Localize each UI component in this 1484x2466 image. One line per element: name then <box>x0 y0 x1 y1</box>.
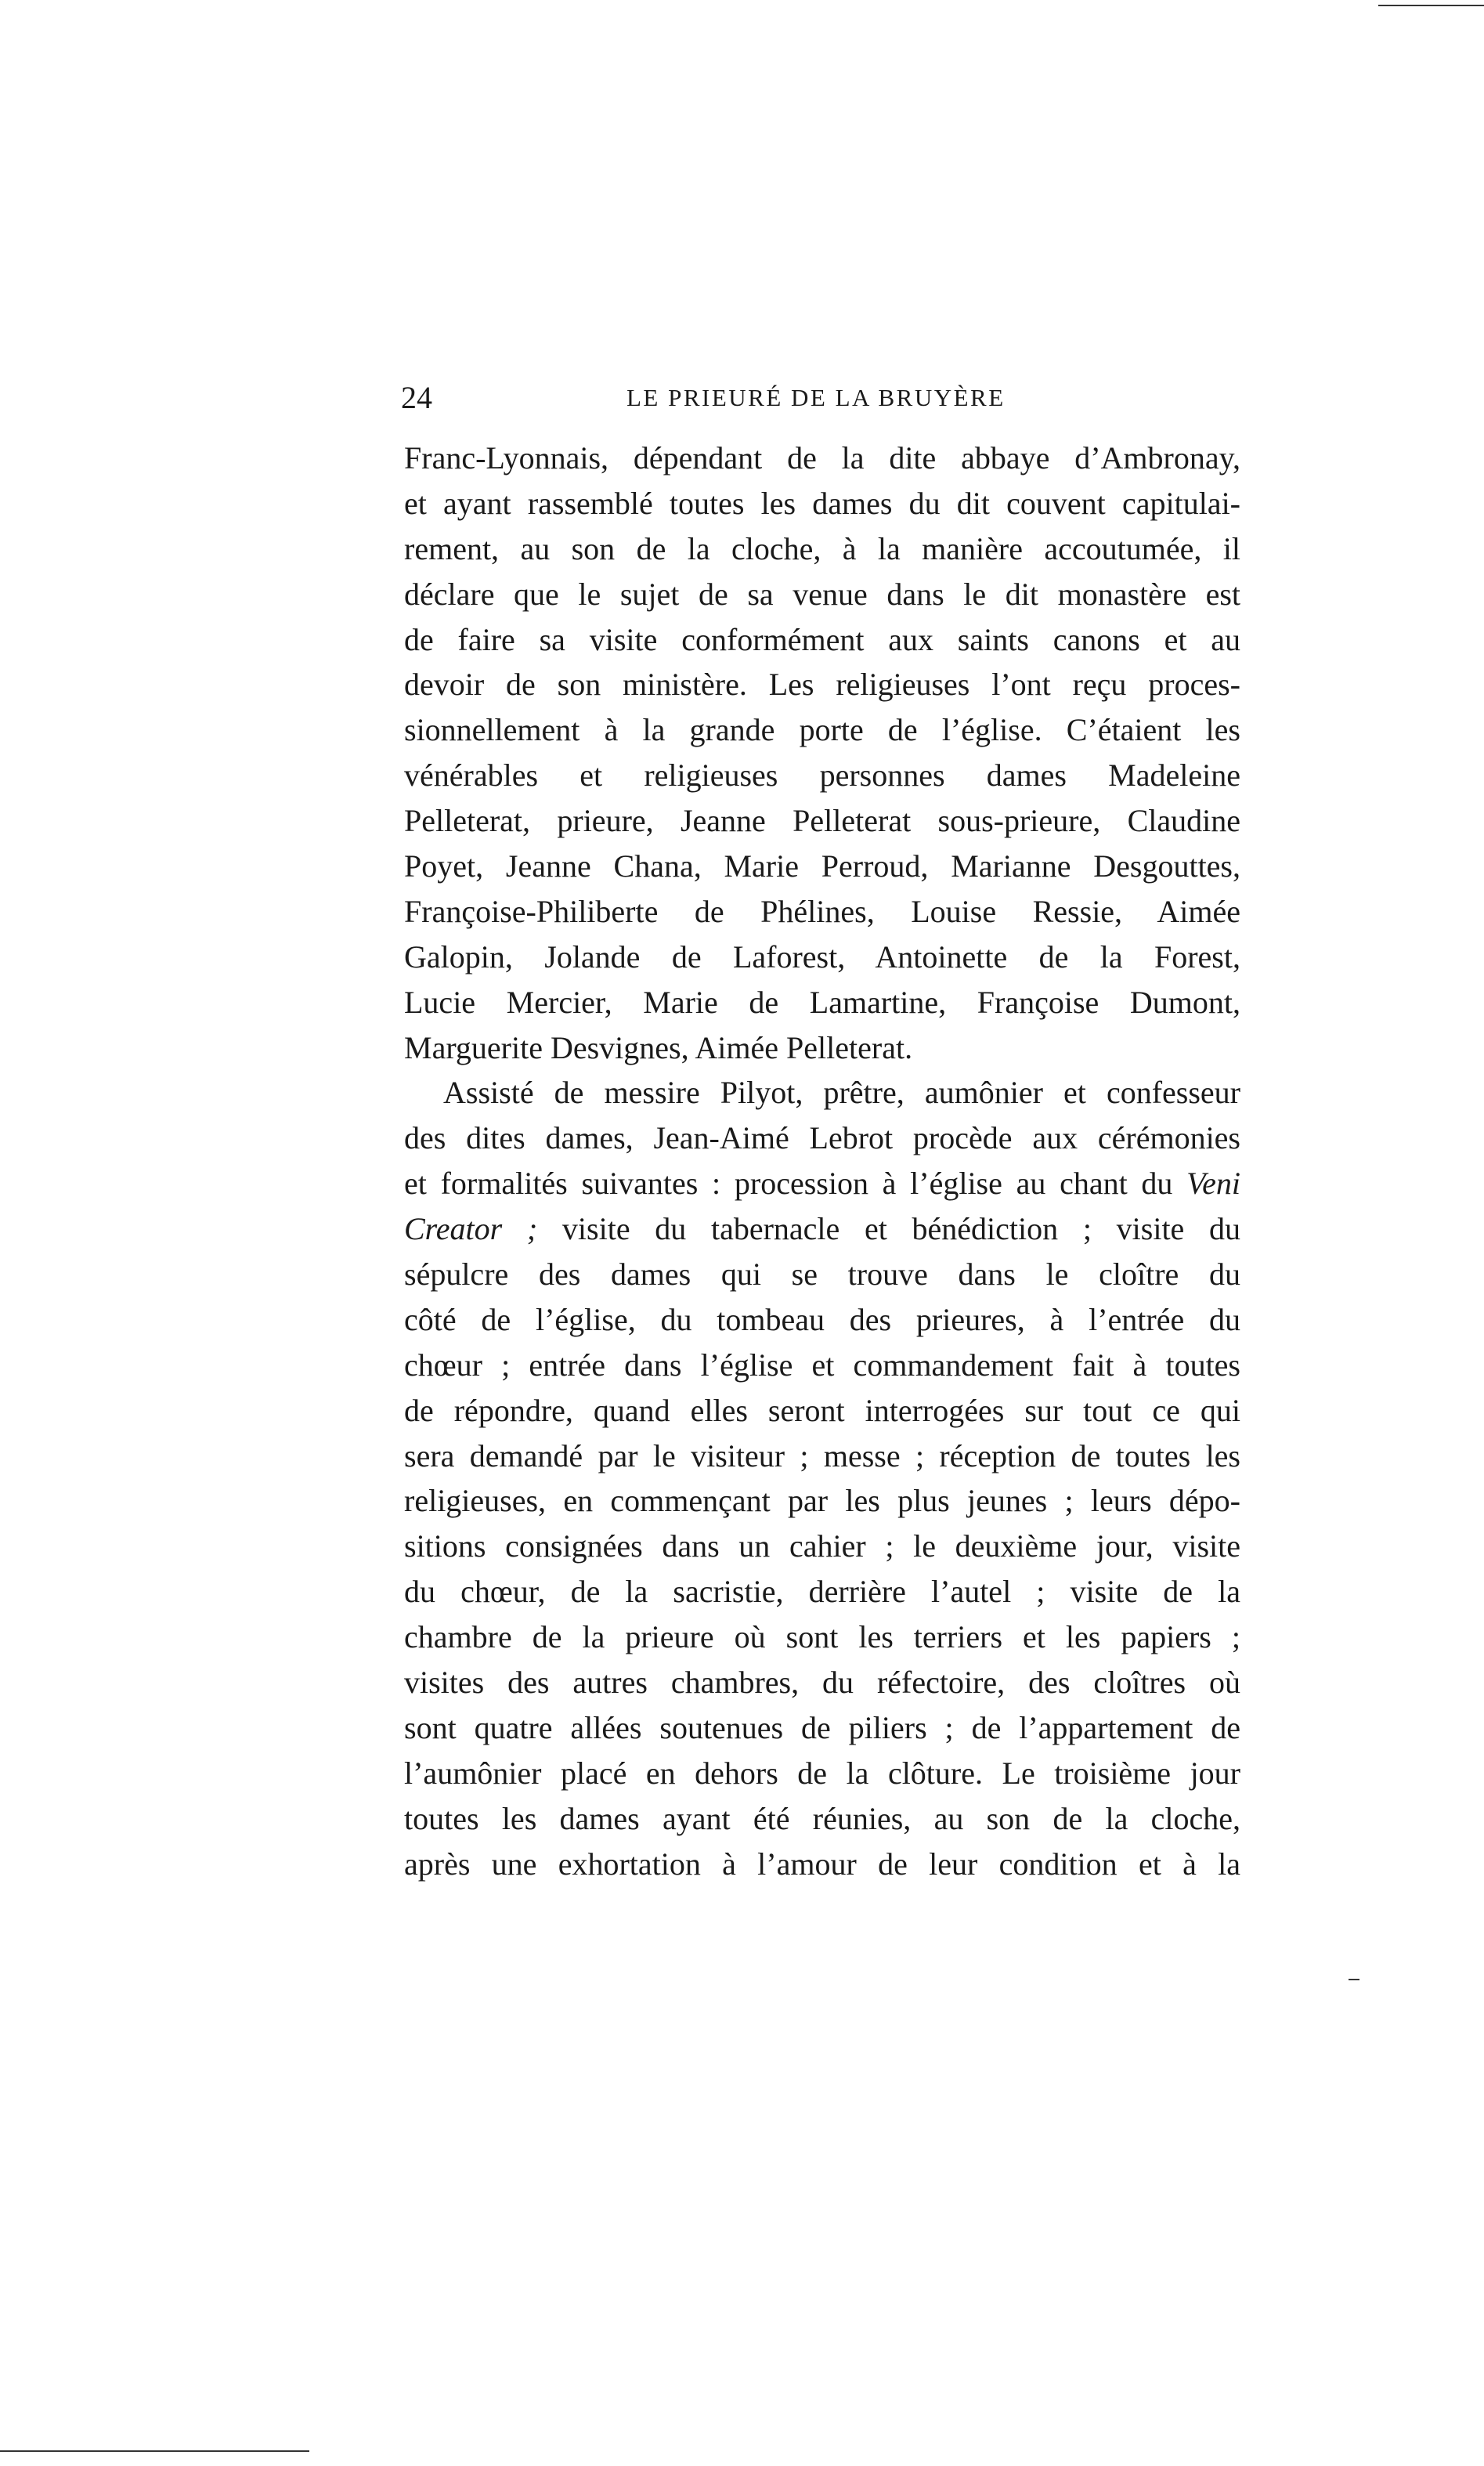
text-line: sépulcre des dames qui se trouve dans le cloître du <box>404 1257 1240 1293</box>
scan-rule-bottom-left <box>0 2450 309 2452</box>
paragraph-1 <box>404 436 1240 1070</box>
text-line: du chœur, de la sacristie, derrière l’autel ; visite de la <box>404 1574 1240 1610</box>
text-line: sera demandé par le visiteur ; messe ; réception de toutes les <box>404 1437 1240 1473</box>
italic-latin-phrase: Veni <box>1186 1166 1240 1202</box>
text-segment: visite du tabernacle et bénédiction ; visite du <box>537 1211 1241 1247</box>
text-line: des dites dames, Jean-Aimé Lebrot procède aux cérémonies <box>404 1120 1240 1156</box>
text-line: sitions consignées dans un cahier ; le deuxième jour, visite <box>404 1528 1240 1564</box>
text-line: devoir de son ministère. Les religieuses l’ont reçu proces- <box>404 667 1240 703</box>
text-line: Marguerite Desvignes, Aimée Pelleterat. <box>404 1029 913 1065</box>
text-line: chœur ; entrée dans l’église et commandement fait à toutes <box>404 1347 1240 1383</box>
text-line: rement, au son de la cloche, à la manière accoutumée, il <box>404 530 1240 566</box>
text-line: Poyet, Jeanne Chana, Marie Perroud, Marianne Desgouttes, <box>404 848 1240 884</box>
text-segment: et formalités suivantes : procession à l’église au chant du <box>404 1166 1187 1202</box>
page-number: 24 <box>401 380 432 415</box>
text-line: sionnellement à la grande porte de l’église. C’étaient les <box>404 712 1240 748</box>
text-line: visites des autres chambres, du réfectoire, des cloîtres où <box>404 1665 1240 1701</box>
text-line: après une exhortation à l’amour de leur condition et à la <box>404 1846 1240 1882</box>
paragraph-2 <box>404 1070 1240 1886</box>
italic-latin-phrase: Creator ; <box>404 1211 538 1247</box>
text-line: et ayant rassemblé toutes les dames du dit couvent capitulai- <box>404 485 1240 521</box>
text-line: religieuses, en commençant par les plus jeunes ; leurs dépo- <box>404 1483 1240 1519</box>
text-line: côté de l’église, du tombeau des prieures, à l’entrée du <box>404 1301 1240 1337</box>
scan-dash-right <box>1349 1979 1359 1980</box>
text-line: déclare que le sujet de sa venue dans le dit monastère est <box>404 576 1240 612</box>
text-line: Lucie Mercier, Marie de Lamartine, Françoise Dumont, <box>404 984 1240 1020</box>
running-header <box>399 374 1265 421</box>
text-line: Françoise-Philiberte de Phélines, Louise Ressie, Aimée <box>404 893 1240 929</box>
page-title: LE PRIEURÉ DE LA BRUYÈRE <box>626 384 1006 411</box>
text-line: sont quatre allées soutenues de piliers ; de l’appartement de <box>404 1709 1240 1745</box>
text-line: toutes les dames ayant été réunies, au son de la cloche, <box>404 1800 1240 1836</box>
text-line: de faire sa visite conformément aux saints canons et au <box>404 621 1240 657</box>
body-text <box>404 436 1240 1887</box>
text-line <box>404 1161 1240 1206</box>
text-line: Franc-Lyonnais, dépendant de la dite abbaye d’Ambronay, <box>404 440 1240 475</box>
text-line: Pelleterat, prieure, Jeanne Pelleterat sous-prieure, Claudine <box>404 803 1240 839</box>
text-line: Galopin, Jolande de Laforest, Antoinette de la Forest, <box>404 938 1240 974</box>
text-line <box>404 1206 1240 1252</box>
scan-rule-top-right <box>1378 5 1484 6</box>
text-line: de répondre, quand elles seront interrogées sur tout ce qui <box>404 1392 1240 1428</box>
text-line: l’aumônier placé en dehors de la clôture. Le troisième jour <box>404 1755 1240 1791</box>
text-line: Assisté de messire Pilyot, prêtre, aumônier et confesseur <box>443 1075 1240 1111</box>
text-line: vénérables et religieuses personnes dames Madeleine <box>404 758 1240 794</box>
text-line: chambre de la prieure où sont les terriers et les papiers ; <box>404 1619 1240 1655</box>
